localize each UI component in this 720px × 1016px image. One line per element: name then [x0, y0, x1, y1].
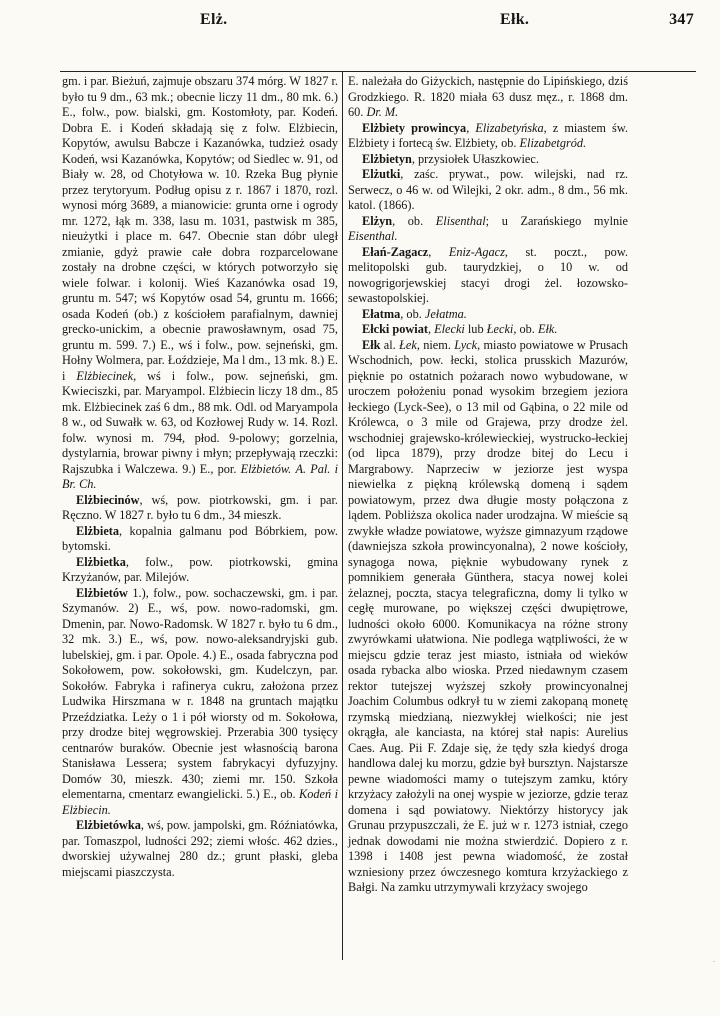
entry-text: gm. i par. Bieżuń, zajmuje obszaru 374 mórg. W 1827 r. było tu 9 dm., 63 mk.; obecnie liczy 11 dm., 80 mk. 6.) E., folw., pow. bialski, gm. Kostomłoty, par. Kodeń. Dobra E. i Kodeń składają się z folw. Elżbiecin, Kopytów, awulsu Babcze i Kazanówka, tudzież osady Kodeń, wsi Kazanówka, Kopytów; od Siedlec w. 91, od Biały w. 28, od Chotyłowa w. 10. Rzeka Bug płynie przez terytoryum. Podług opisu z r. 1867 i 1870, rozl. wynosi mórg 3689, a mianowicie: grunta orne i ogrody mr. 1272, łąk m. 338, lasu m. 1031, pastwisk m 385, nieużytki i place m. 647. Obecnie stan dóbr uległ zmianie, gdyż prawie całe dobra rozparcelowane zostały na drobne części, w których potworzyło się wiele folwar. i kolonij. Wieś Kazanówka osad 19, gruntu m. 547; wś Kopytów osad 54, gruntu m. 1666; osada Kodeń (ob.) z kościołem parafialnym, dawniej grecko-unickim, a obecnie prawosławnym, osad 75, gruntu m. 599. 7.) E., wś i folw., pow. sejneński, gm. Hołny Wolmera, par. Łoździeje, Ma l dm., 13 mk. 8.) E. i: [62, 74, 338, 383]
entry-italic: Elżbiecinek: [76, 368, 134, 383]
entry-italic: Eniz-Agacz: [448, 244, 505, 259]
entry-elzbiety-prowincya: Elżbiety prowincya, Elizabetyńska, z miastem św. Elżbiety i fortecą św. Elżbiety, ob. Elizabetgród.: [348, 120, 628, 150]
entry-headword: Ełcki powiat: [362, 322, 428, 336]
entry-headword: Elżyn: [362, 213, 393, 228]
margin-mark: ·: [709, 960, 718, 963]
entry-headword: Elżbietów: [76, 585, 128, 600]
column-divider: [342, 72, 343, 960]
left-column: [62, 74, 338, 880]
entry-text: , z miastem św. Elżbiety i fortecą św. Elżbiety, ob.: [348, 120, 628, 150]
entry-elan-zagacz: Ełań-Zagacz, Eniz-Agacz, st. poczt., pow. melitopolski gub. taurydzkiej, o 10 w. od nowogrigorjewskiej stacyi drogi żel. łozowsko-sewastopolskiej.: [348, 244, 628, 305]
right-column: [348, 74, 628, 896]
entry-text: al.: [380, 337, 396, 352]
entry-text: , st. poczt., pow. melitopolski gub. taurydzkiej, o 10 w. od nowogrigorjewskiej stacyi drogi żel. łozowsko-sewastopolskiej.: [348, 244, 628, 305]
entry-headword: Elżbieta: [76, 523, 120, 538]
entry-elcki-powiat: Ełcki powiat, Elecki lub Łecki, ob. Ełk.: [362, 322, 558, 336]
entry-headword: Elżbietówka: [76, 818, 141, 832]
cross-reference: Elisenthal: [435, 213, 486, 228]
entry-italic: Łecki: [486, 322, 514, 336]
cross-reference: Elżbietów.: [240, 461, 292, 476]
entry-text: ; u Zarańskiego mylnie: [485, 213, 629, 228]
entry-headword: Elżbiety prowincya: [362, 120, 467, 135]
entry-text: , miasto powiatowe w Prusach Wschodnich, pow. łecki, stolica prusskich Mazurów, pięknie po ostatnich pożarach nowo wybudowane, w uroczem położeniu ponad wysokim brzegiem jeziora łeckiego (Lyck-See), o 13 mil od Gąbina, o 22 mile od Królewca, o 3 mile od Grajewa, przy drodze żel. wschodniej grajewsko-królewieckiej, wystrucko-łeckiej (od lipca 1879), przy drodze bitej do Lecu i Margrabowy. Naprzeciw w jeziorze jest wyspa niewielka z piękną królewską domeną i sądem powiatowym, przez dwa długie mosty połączona z lądem. Pobliższa okolica nader urodzajna. W mieście są zwykłe władze powiatowe, wyższe gimnazyum rządowe (dawniejsza szkoła prowincyonalna), 2 nowe kościoły, synagoga nowa, pięknie wybudowany rynek z pomnikiem generała Günthera, stacya nowej kolei żelaznej, poczta, stacya telegraficzna, domy li tylko w cegłę murowane, po większej części dwupiętrowe, ludności około 6000. Komunikacya na różne strony zwyrówkami ułatwiona. Nie podlega wątpliwości, że w miejscu gdzie teraz jest miasto, istniała od wieków osada rybacka albo wioska. Przed niedawnym czasem rektor tutejszej wyższej szkoły prowincyonalnej Joachim Columbus odkrył tu w ziemi zakopaną monetę rzymską miedzianą, niezwykłej wielkości; nie jest okrągła, ale kanciasta, na której stał napis: Aurelius Caes. Aug. Pii F. Zdaje się, że tędy szła kiedyś droga handlowa dalej ku morzu, gdzie był bursztyn. Najstarsze pewne wiadomości mamy o tutejszym zamku, który krzyżacy założyli na onej wyspie w jeziorze, gdzie teraz domena i sąd powiatowy. Niektórzy historycy jak Grunau przypuszczali, że E. już w r. 1273 istniał, czego jednak dowodami nie można stwierdzić. Dopiero z r. 1398 i 1408 jest pewna wiadomość, że został wzniesiony przez ówczesnego komtura krzyżackiego z Bałgi. Na zamku utrzymywali krzyżacy swojego: [348, 337, 629, 894]
entry-text: , wś, pow. piotrkowski, gm. i par. Ręczno. W 1827 r. było tu 6 dm., 34 mieszk.: [62, 492, 338, 522]
cross-reference: Jełatma.: [424, 306, 467, 321]
author-signature: Dr. M.: [366, 105, 399, 119]
entry-headword: Ełatma: [362, 306, 401, 321]
entry-text: , wś, pow. jampolski, gm. Róźniatówka, par. Tomaszpol, ludności 292; ziemi włośc. 462 dzies., dworskiej używalnej 280 dz.; grunt płaski, gleba miejscami piaszczysta.: [62, 818, 338, 879]
cross-reference: Kodeń i Elżbiecin.: [62, 787, 338, 817]
entry-elzyn: [348, 214, 628, 245]
entry-elzbiecinow: [62, 493, 338, 524]
entry-italic: Elecki: [434, 322, 465, 336]
entry-text: , ob.: [513, 322, 535, 336]
entry-headword: Ełań-Zagacz: [362, 244, 429, 259]
entry-elzbieta: [62, 524, 338, 555]
entry-elzbietowka: [62, 818, 338, 880]
entry-italic: Elizabetyńska: [475, 120, 544, 135]
entry-text: , zaśc. prywat., pow. wilejski, nad rz. Serwecz, o 46 w. od Wilejki, 2 okr. adm., 8 dm., 56 mk. katol. (1866).: [348, 167, 628, 212]
entry-text: , kopalnia galmanu pod Bóbrkiem, pow. bytomski.: [62, 523, 338, 553]
entry-italic: Łek: [399, 337, 417, 352]
entry-elzbietow: [62, 586, 338, 819]
entry-headword: Elżbiecinów: [76, 492, 140, 507]
header-left-keyword: Elż.: [200, 11, 228, 28]
cross-reference: Elizabetgród.: [519, 136, 587, 150]
entry-text: , folw., pow. piotrkowski, gmina Krzyżanów, par. Milejów.: [62, 554, 338, 584]
entry-italic: Eisenthal.: [348, 229, 398, 243]
entry-text: lub: [464, 322, 484, 336]
entry-text: , ob.: [400, 306, 422, 321]
entry-continuation: [62, 74, 338, 493]
entry-elatma: [348, 307, 628, 323]
header-rule: [60, 71, 696, 72]
entry-text: , ob.: [392, 213, 424, 228]
entry-elzbietyn: [348, 152, 628, 168]
entry-text: , przysiołek Ułaszkowiec.: [411, 151, 539, 166]
header-center-keyword: Ełk.: [500, 11, 530, 28]
entry-italic: Lyck: [454, 337, 478, 352]
entry-continuation: [348, 74, 628, 121]
entry-text: 1.), folw., pow. sochaczewski, gm. i par. Szymanów. 2) E., wś, pow. nowo-radomski, gm. Dmenin, par. Nowo-Radomsk. W 1827 r. było tu 6 dm., 32 mk. 3.) E., wś, pow. nowo-aleksandryjski gub. lubelskiej, gm. i par. Opole. 4.) E., osada fabryczna pod Sokołowem, pow. sokołowski, gm. Kudelczyn, par. Sokołów. Fabryka i rafinerya cukru, założona przez Ludwika Hirszmana w r. 1848 na gruntach majątku Przeździatka. Leży o 1 i pół wiorsty od m. Sokołowa, przy drodze bitej węgrowskiej. Przerabia 300 tysięcy centnarów buraków. Obecnie jest własnością barona Stanisława Lessera; system fabrykacyi dyfuzyjny. Domów 30, mieszk. 430; ziemi mr. 150. Szkoła elementarna, cmentarz ewangielicki. 5.) E., ob.: [62, 585, 338, 801]
cross-reference: Ełk.: [537, 322, 558, 336]
author-signature: A. Pal. i Br. Ch.: [62, 461, 338, 491]
entry-elzutki: [348, 167, 628, 214]
entry-elk: [348, 338, 628, 896]
entry-headword: Elżbietyn: [362, 151, 412, 166]
entry-headword: Elżutki: [362, 167, 401, 181]
entry-text: , wś i folw., pow. sejneński, gm. Kwieciszki, par. Maryampol. Elżbiecin liczy 18 dm., 85 mk. Elżbiecinek zaś 6 dm., 88 mk. Odl. od Maryampola 8 w., od Suwałk w. 63, od Kozłowej Rudy w. 14. Rozl. folw. wynosi m. 794, płod. 9-polowy; gorzelnia, dystylarnia, browar piwny i młyn; przepływają rzeczki: Rajszubka i Walczewa. 9.) E., por.: [62, 368, 338, 476]
entry-text: E. należała do Giżyckich, następnie do Lipińskiego, dziś Grodzkiego. R. 1820 miała 63 dusz męz., r. 1868 dm. 60.: [348, 74, 628, 119]
entry-headword: Elżbietka: [76, 554, 126, 569]
entry-text: , niem.: [416, 337, 451, 352]
entry-elzbietka: [62, 555, 338, 586]
entry-headword: Ełk: [362, 337, 381, 352]
page-number: 347: [669, 11, 694, 28]
running-header: [60, 11, 694, 39]
